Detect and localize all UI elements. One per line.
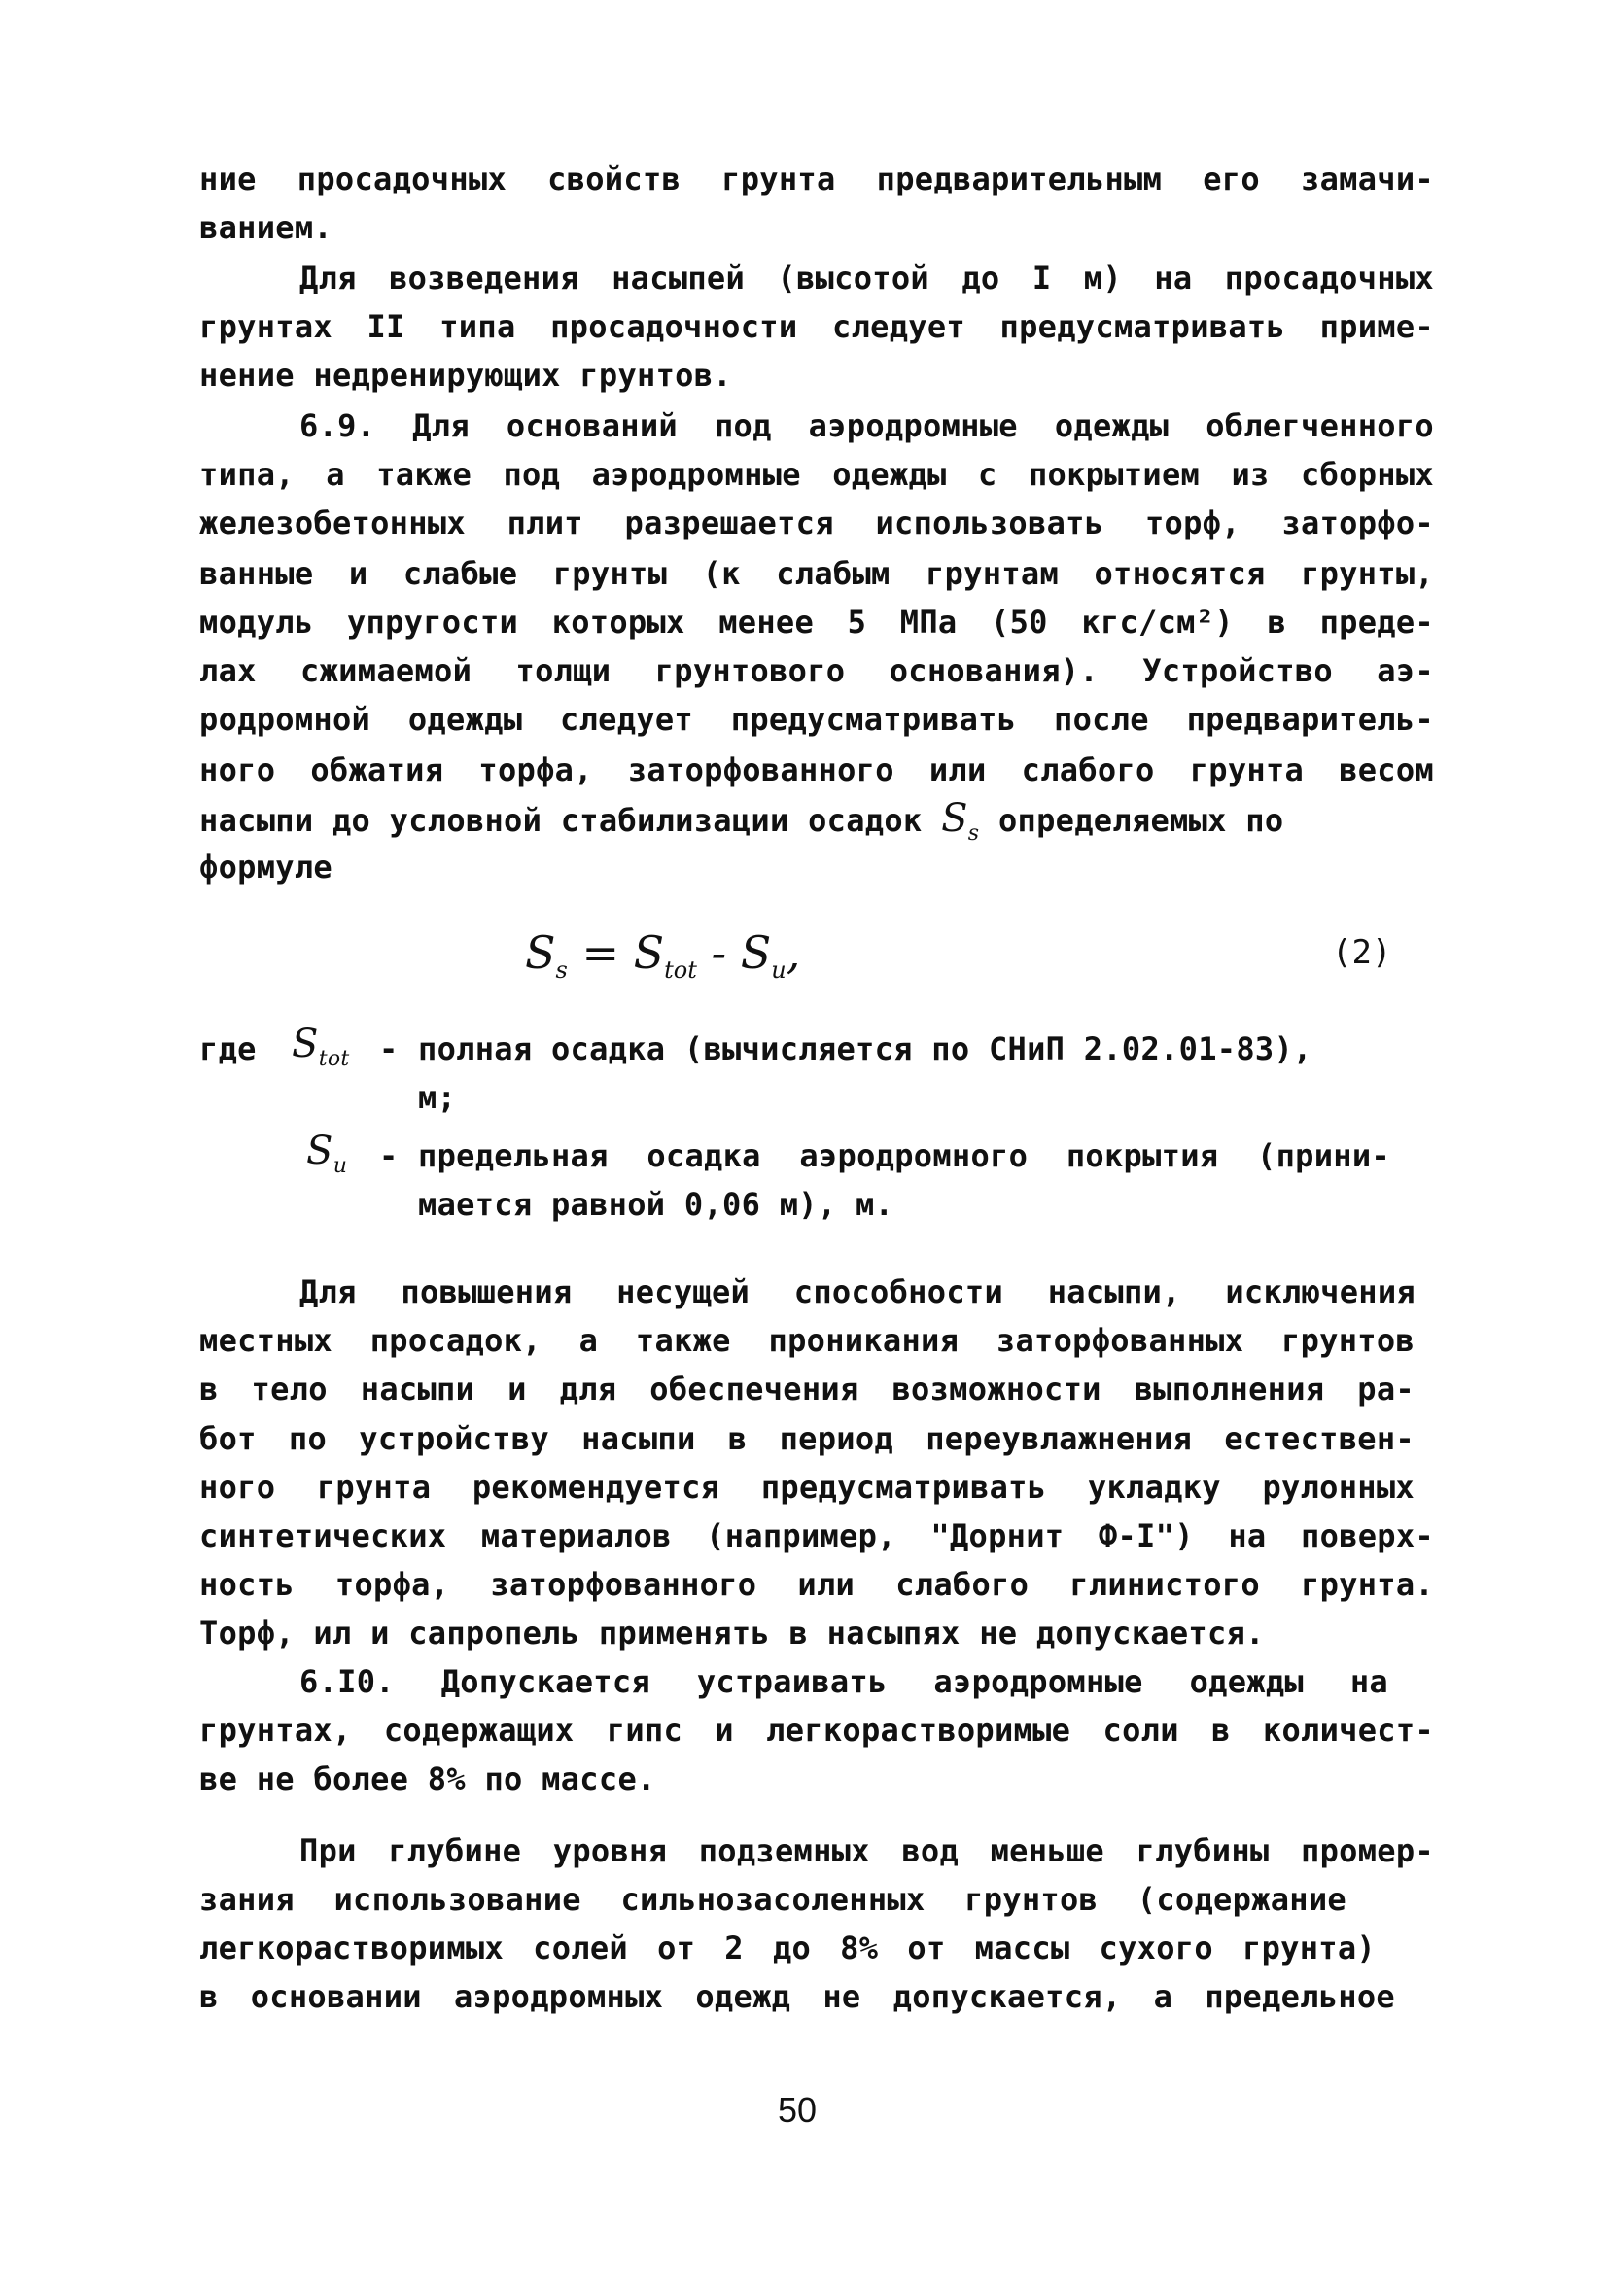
text-line: легкорастворимых солей от 2 до 8% от массы сухого грунта)	[199, 1930, 1376, 1966]
symbol-s-tot: $S_{tot}$	[292, 1022, 350, 1071]
page-number: 50	[777, 2090, 818, 2130]
symbol-s-s: $S_s$	[941, 796, 980, 846]
text-line: ве не более 8% по массе.	[199, 1760, 656, 1797]
text-line: синтетических материалов (например, "Дорнит Ф-I") на поверх-	[199, 1517, 1434, 1554]
text-line: ванием.	[199, 209, 332, 246]
text-line: бот по устройству насыпи в период переувлажнения естествен-	[199, 1420, 1415, 1457]
text-line: в основании аэродромных одежд не допускается, а предельное	[199, 1978, 1395, 2015]
text-line: местных просадок, а также проникания заторфованных грунтов	[199, 1322, 1415, 1359]
text-line: 6.9. Для оснований под аэродромные одежды облегченного	[299, 407, 1434, 444]
text-line: зания использование сильнозасоленных грунтов (содержание	[199, 1881, 1346, 1918]
text-line: в тело насыпи и для обеспечения возможности выполнения ра-	[199, 1371, 1415, 1408]
text-fragment: определяемых по	[997, 802, 1284, 839]
definition-text: м;	[418, 1079, 457, 1116]
where-label: где	[199, 1030, 257, 1067]
text-line: Для возведения насыпей (высотой до I м) на просадочных	[299, 260, 1434, 296]
definition-dash: -	[379, 1137, 399, 1174]
text-line: Торф, ил и сапропель применять в насыпях не допускается.	[199, 1615, 1265, 1652]
text-line: ного грунта рекомендуется предусматривать укладку рулонных	[199, 1469, 1415, 1506]
text-line: ность торфа, заторфованного или слабого глинистого грунта.	[199, 1566, 1434, 1603]
text-line: грунтах II типа просадочности следует предусматривать приме-	[199, 308, 1434, 345]
definition-dash: -	[379, 1030, 399, 1067]
definition-text: мается равной 0,06 м), м.	[418, 1186, 894, 1223]
text-line: модуль упругости которых менее 5 МПа (50 кгс/см²) в преде-	[199, 604, 1434, 641]
symbol-s-u: $S_u$	[306, 1129, 348, 1178]
text-line: лах сжимаемой толщи грунтового основания). Устройство аэ-	[199, 652, 1434, 689]
text-line: ние просадочных свойств грунта предварительным его замачи-	[199, 160, 1434, 197]
definition-text: полная осадка (вычисляется по СНиП 2.02.01-83),	[418, 1030, 1312, 1067]
definition-text: предельная осадка аэродромного покрытия (прини-	[418, 1137, 1390, 1174]
text-fragment: насыпи до условной стабилизации осадок	[199, 802, 923, 839]
text-line: Для повышения несущей способности насыпи, исключения	[299, 1273, 1416, 1310]
text-line: грунтах, содержащих гипс и легкорастворимые соли в количест-	[199, 1712, 1434, 1749]
text-line: формуле	[199, 849, 332, 886]
text-line: ного обжатия торфа, заторфованного или слабого грунта весом	[199, 751, 1434, 788]
equation-number: (2)	[1332, 933, 1392, 972]
formula: $S_s = S_{tot} - S_u$,	[525, 926, 801, 985]
text-line: железобетонных плит разрешается использовать торф, заторфо-	[199, 504, 1434, 541]
text-line: ванные и слабые грунты (к слабым грунтам относятся грунты,	[199, 555, 1434, 592]
text-line: типа, а также под аэродромные одежды с покрытием из сборных	[199, 456, 1434, 493]
text-line: 6.I0. Допускается устраивать аэродромные одежды на	[299, 1663, 1388, 1700]
text-line: родромной одежды следует предусматривать после предваритель-	[199, 701, 1434, 738]
text-line: При глубине уровня подземных вод меньше глубины промер-	[299, 1832, 1434, 1869]
text-line: нение недренирующих грунтов.	[199, 357, 732, 394]
